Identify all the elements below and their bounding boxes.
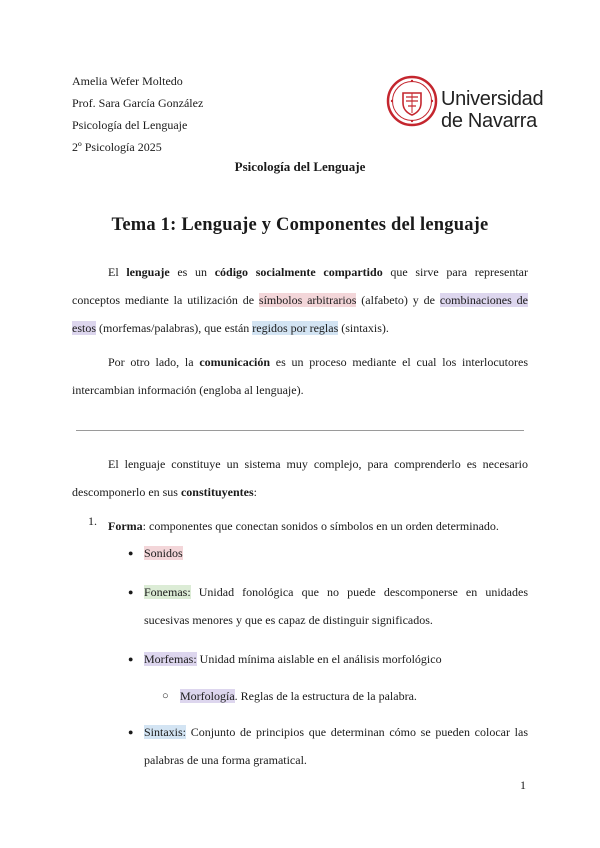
wordmark-line-1: Universidad (441, 88, 544, 110)
paragraph-definition (72, 258, 528, 342)
subject-title: Psicología del Lenguaje (234, 159, 366, 174)
list-item-sonidos (144, 539, 528, 567)
university-seal-icon (386, 68, 438, 134)
text-run: (sintaxis). (338, 321, 389, 335)
term-constituyentes: constituyentes (180, 485, 254, 499)
bullet-icon: ● (128, 548, 134, 558)
wordmark-line-2: de Navarra (441, 110, 537, 132)
list-number: 1. (88, 514, 97, 528)
text-run: es un proceso mediante el cual los interlocutores intercambian información (engloba al lenguaje). (72, 355, 529, 397)
term-comunicacion: comunicación (199, 355, 271, 369)
term-codigo: código socialmente compartido (214, 265, 383, 279)
professor-name: Prof. Sara García González (72, 96, 204, 110)
highlight-combinaciones: combinaciones de estos (72, 293, 528, 335)
text-run: : (253, 485, 257, 499)
list-item-sintaxis (144, 718, 528, 774)
university-logo (386, 68, 544, 134)
text-run: es un (169, 265, 215, 279)
text-run: (alfabeto) y de (356, 293, 440, 307)
bullet-icon: ● (128, 654, 134, 664)
list-item-morfemas (144, 645, 528, 673)
text-run: que sirve para representar conceptos mediante la utilización de (72, 265, 528, 307)
term-lenguaje: lenguaje (126, 265, 170, 279)
list-item-fonemas (144, 578, 528, 634)
paragraph-sistema (72, 450, 528, 506)
university-wordmark (441, 88, 543, 132)
course-year: 2º Psicología 2025 (72, 140, 162, 154)
bullet-icon: ● (128, 727, 134, 737)
highlight-morfologia: Morfología (180, 689, 235, 703)
highlight-simbolos: símbolos arbitrarios (258, 293, 357, 307)
text-run: (morfemas/palabras), que están (96, 321, 253, 335)
circle-bullet-icon: ○ (162, 690, 169, 702)
bullet-icon: ● (128, 587, 134, 597)
text-run: El lenguaje constituye un sistema muy complejo, para comprenderlo es necesario descomponerlo en sus (72, 457, 528, 499)
text-run: Por otro lado, la (108, 355, 200, 369)
text-run: Unidad mínima aislable en el análisis morfológico (196, 652, 442, 666)
page-number: 1 (520, 778, 526, 792)
list-item-forma (108, 514, 528, 538)
list-subitem-morfologia (180, 682, 528, 710)
author-name: Amelia Wefer Moltedo (72, 74, 183, 88)
text-run: Conjunto de principios que determinan cómo se pueden colocar las palabras de una forma gramatical. (144, 725, 528, 767)
header-block (72, 70, 203, 158)
horizontal-divider (76, 430, 524, 431)
paragraph-comunicacion (72, 348, 528, 404)
text-run: Unidad fonológica que no puede descomponerse en unidades sucesivas menores y que es capaz de distinguir significados. (144, 585, 528, 627)
text-run: : componentes que conectan sonidos o símbolos en un orden determinado. (142, 519, 499, 533)
highlight-fonemas: Fonemas: (144, 585, 191, 599)
text-run: El (108, 265, 127, 279)
main-title: Tema 1: Lenguaje y Componentes del lenguaje (111, 215, 489, 235)
highlight-morfemas: Morfemas: (144, 652, 197, 666)
course-name: Psicología del Lenguaje (72, 118, 188, 132)
highlight-sonidos: Sonidos (144, 546, 183, 560)
highlight-reglas: regidos por reglas (252, 321, 339, 335)
term-forma: Forma (108, 519, 143, 533)
text-run: . Reglas de la estructura de la palabra. (234, 689, 417, 703)
highlight-sintaxis: Sintaxis: (144, 725, 187, 739)
